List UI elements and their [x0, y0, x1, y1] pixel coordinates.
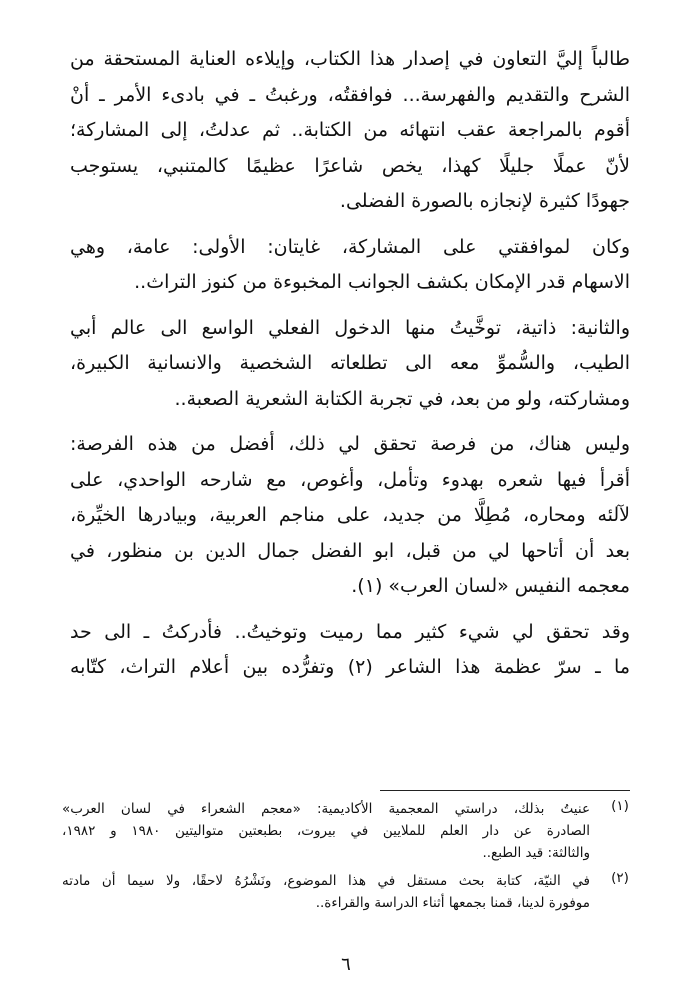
text-line: الشرح والتقديم والفهرسة... فوافقتُه، ورغبتُ ـ في بادىء الأمر ـ أنْ	[70, 83, 630, 106]
footnotes	[62, 798, 640, 920]
page-number: ٦	[341, 954, 351, 975]
text-line: وكان لموافقتي على المشاركة، غايتان: الأولى: عامة، وهي	[70, 235, 630, 258]
footnote-number: (١)	[611, 798, 629, 814]
footnote-line: والثالثة: قيد الطبع..	[482, 845, 590, 861]
text-line: أقوم بالمراجعة عقب انتهائه من الكتابة.. ثم عدلتُ، إلى المشاركة؛	[70, 119, 630, 141]
footnote-line: موفورة لدينا، قمنا بجمعها أثناء الدراسة والقراءة..	[315, 895, 590, 911]
paragraph-3	[70, 311, 630, 418]
text-line: جهودًا كثيرة لإنجازه بالصورة الفضلى.	[339, 190, 630, 212]
text-line: الطيب، والسُّموِّ معه الى تطلعاته الشخصية والانسانية الكبيرة،	[70, 352, 630, 374]
text-line: ما ـ سرّ عظمة هذا الشاعر (٢) وتفرُّده بين أعلام التراث، كتّابه	[70, 656, 630, 678]
text-line: وقد تحقق لي شيء كثير مما رميت وتوخيتُ.. فأدركتُ ـ الى حد	[70, 620, 630, 643]
text-line: معجمه النفيس «لسان العرب» (١).	[351, 575, 630, 597]
text-line: بعد أن أتاحها لي من قبل، ابو الفضل جمال الدين بن منظور، في	[70, 539, 630, 562]
text-line: وليس هناك، من فرصة تحقق لي ذلك، أفضل من هذه الفرصة:	[70, 433, 630, 455]
text-line: طالباً إليَّ التعاون في إصدار هذا الكتاب، وإيلاءه العناية المستحقة من	[70, 48, 630, 70]
footnote-line: عنيتُ بذلك، دراستي المعجمية الأكاديمية: «معجم الشعراء في لسان العرب»	[62, 801, 590, 817]
text-line: أقرأ فيها شعره بهدوء وتأمل، وأغوص، مع شارحه الواحدي، على	[70, 468, 630, 491]
footnote-line: في النيّة، كتابة بحث مستقل في هذا الموضوع، ونَشْرُهُ لاحقًا، ولا سيما أن مادته	[62, 873, 590, 889]
footnote-separator	[380, 790, 630, 791]
text-line: الاسهام قدر الإمكان بكشف الجوانب المخبوءة من كنوز التراث..	[134, 271, 630, 293]
paragraph-2	[70, 230, 630, 301]
main-text	[70, 42, 630, 686]
footnote-2	[62, 870, 640, 914]
paragraph-5	[70, 615, 630, 686]
paragraph-4	[70, 427, 630, 605]
footnote-line: الصادرة عن دار العلم للملايين في بيروت، بطبعتين متواليتين ١٩٨٠ و ١٩٨٢،	[62, 823, 590, 839]
text-line: لآلئه ومحاره، مُطِلًّا من جديد، على مناجم العربية، وبيادرها الخيِّرة،	[70, 504, 630, 526]
footnote-number: (٢)	[611, 870, 629, 886]
footnote-1	[62, 798, 640, 864]
paragraph-1	[70, 42, 630, 220]
text-line: والثانية: ذاتية، توخَّيتُ منها الدخول الفعلي الواسع الى عالم أبي	[70, 316, 630, 339]
text-line: ومشاركته، ولو من بعد، في تجربة الكتابة الشعرية الصعبة..	[174, 387, 630, 410]
text-line: لأنّ عملًا جليلًا كهذا، يخص شاعرًا عظيمًا كالمتنبي، يستوجب	[70, 154, 630, 177]
